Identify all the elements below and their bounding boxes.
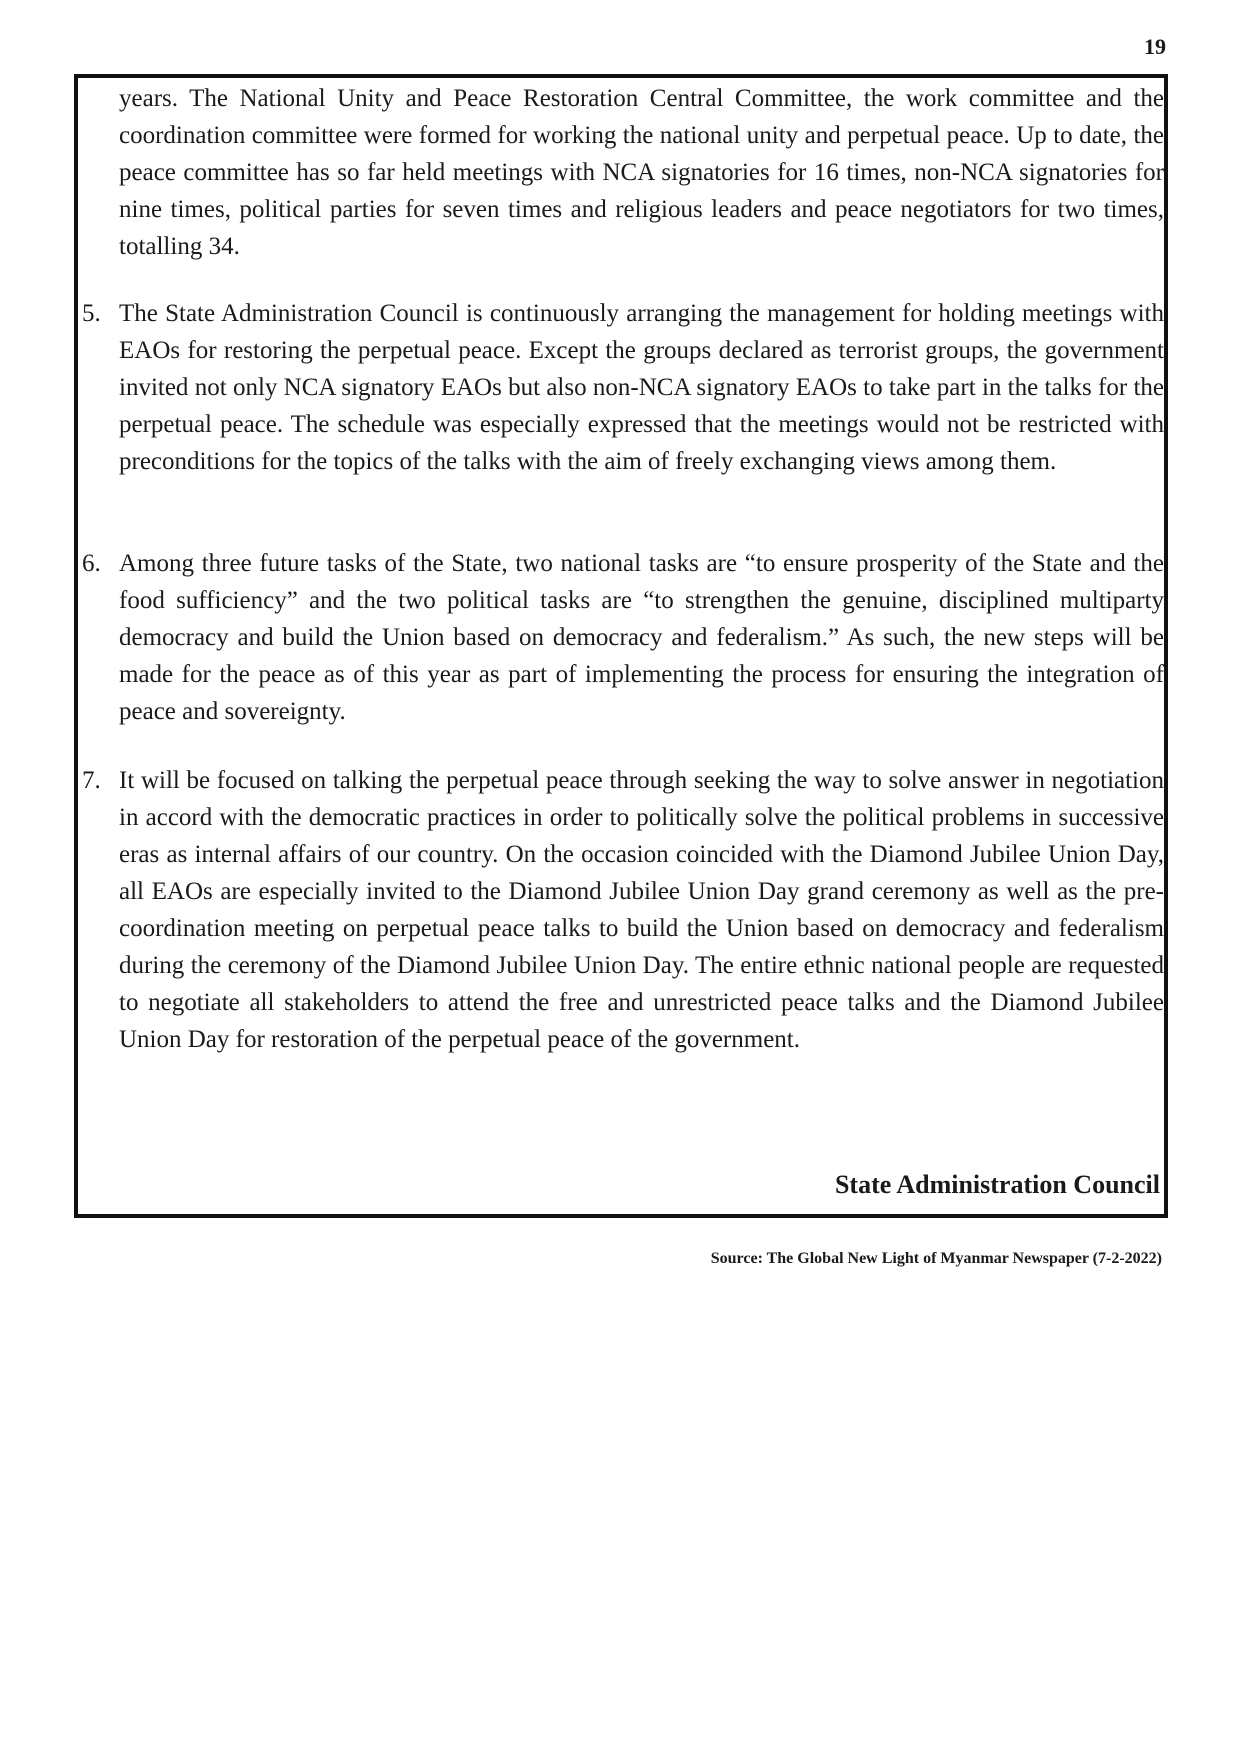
- paragraph-number-6: 6.: [82, 550, 101, 577]
- source-citation: Source: The Global New Light of Myanmar Newspaper (7-2-2022): [710, 1250, 1162, 1267]
- paragraph-7: It will be focused on talking the perpetual peace through seeking the way to solve answer in negotiation in accord with the democratic practices in order to politically solve the political problems in successive eras as internal affairs of our country. On the occasion coincided with the Diamond Jubilee Union Day, all EAOs are especially invited to the Diamond Jubilee Union Day grand ceremony as well as the pre-coordination meeting on perpetual peace talks to build the Union based on democracy and federalism during the ceremony of the Diamond Jubilee Union Day. The entire ethnic national people are requested to negotiate all stakeholders to attend the free and unrestricted peace talks and the Diamond Jubilee Union Day for restoration of the perpetual peace of the government.: [119, 767, 1164, 1053]
- paragraph-5: The State Administration Council is continuously arranging the management for holding meetings with EAOs for restoring the perpetual peace. Except the groups declared as terrorist groups, the government invited not only NCA signatory EAOs but also non-NCA signatory EAOs to take part in the talks for the perpetual peace. The schedule was especially expressed that the meetings would not be restricted with preconditions for the topics of the talks with the aim of freely exchanging views among them.: [119, 300, 1164, 475]
- paragraph-number-7: 7.: [82, 767, 101, 794]
- signature: State Administration Council: [834, 1170, 1160, 1199]
- paragraph-continued: years. The National Unity and Peace Restoration Central Committee, the work committee and the coordination committee were formed for working the national unity and perpetual peace. Up to date, the peace committee has so far held meetings with NCA signatories for 16 times, non-NCA signatories for nine times, political parties for seven times and religious leaders and peace negotiators for two times, totalling 34.: [119, 85, 1164, 260]
- page-number: 19: [1144, 34, 1166, 59]
- paragraph-6: Among three future tasks of the State, two national tasks are “to ensure prosperity of the State and the food sufficiency” and the two political tasks are “to strengthen the genuine, disciplined multiparty democracy and build the Union based on democracy and federalism.” As such, the new steps will be made for the peace as of this year as part of implementing the process for ensuring the integration of peace and sovereignty.: [119, 550, 1164, 725]
- paragraph-number-5: 5.: [82, 300, 101, 327]
